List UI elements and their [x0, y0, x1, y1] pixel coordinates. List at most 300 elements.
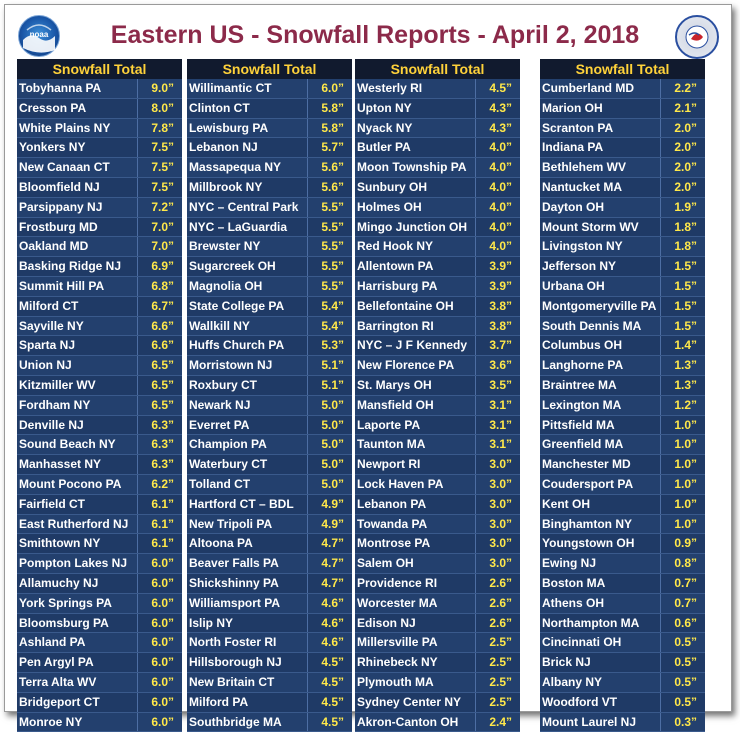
snowfall-value: 3.8”: [472, 297, 512, 316]
location-name: Bethlehem WV: [542, 158, 660, 177]
snowfall-value: 4.0”: [472, 158, 512, 177]
table-row: [355, 534, 520, 554]
location-name: Ashland PA: [19, 633, 137, 652]
location-name: Sound Beach NY: [19, 435, 137, 454]
column-rows: [187, 79, 352, 732]
location-name: Pen Argyl PA: [19, 653, 137, 672]
table-row: [355, 257, 520, 277]
snowfall-value: 6.0”: [134, 713, 174, 732]
location-name: NYC – J F Kennedy: [357, 336, 475, 355]
location-name: Marion OH: [542, 99, 660, 118]
table-row: [187, 297, 352, 317]
location-name: Clinton CT: [189, 99, 307, 118]
snowfall-value: 2.6”: [472, 574, 512, 593]
snowfall-value: 0.6”: [657, 614, 697, 633]
location-name: Westerly RI: [357, 79, 475, 98]
snowfall-value: 4.0”: [472, 237, 512, 256]
snowfall-value: 6.3”: [134, 435, 174, 454]
snowfall-value: 5.0”: [304, 455, 344, 474]
location-name: Allentown PA: [357, 257, 475, 276]
table-row: [17, 653, 182, 673]
snowfall-column-4: [540, 59, 705, 732]
table-row: [17, 119, 182, 139]
location-name: Altoona PA: [189, 534, 307, 553]
location-name: Worcester MA: [357, 594, 475, 613]
table-row: [355, 515, 520, 535]
snowfall-value: 4.5”: [304, 673, 344, 692]
snowfall-value: 3.1”: [472, 396, 512, 415]
snowfall-value: 1.5”: [657, 277, 697, 296]
snowfall-value: 7.8”: [134, 119, 174, 138]
table-row: [187, 693, 352, 713]
table-row: [187, 594, 352, 614]
table-row: [17, 218, 182, 238]
location-name: Smithtown NY: [19, 534, 137, 553]
location-name: Indiana PA: [542, 138, 660, 157]
column-rows: [17, 79, 182, 732]
table-row: [540, 297, 705, 317]
table-row: [355, 475, 520, 495]
location-name: Mount Laurel NJ: [542, 713, 660, 732]
location-name: Sydney Center NY: [357, 693, 475, 712]
location-name: Frostburg MD: [19, 218, 137, 237]
snowfall-value: 4.0”: [472, 218, 512, 237]
table-row: [17, 356, 182, 376]
location-name: Braintree MA: [542, 376, 660, 395]
snowfall-value: 6.0”: [134, 614, 174, 633]
snowfall-value: 6.1”: [134, 495, 174, 514]
table-row: [355, 554, 520, 574]
table-row: [540, 435, 705, 455]
table-row: [355, 693, 520, 713]
location-name: East Rutherford NJ: [19, 515, 137, 534]
table-row: [540, 218, 705, 238]
table-row: [355, 633, 520, 653]
location-name: Fordham NY: [19, 396, 137, 415]
table-row: [187, 495, 352, 515]
table-row: [187, 574, 352, 594]
location-name: Oakland MD: [19, 237, 137, 256]
location-name: Manchester MD: [542, 455, 660, 474]
snowfall-value: 2.5”: [472, 653, 512, 672]
location-name: Providence RI: [357, 574, 475, 593]
table-row: [540, 119, 705, 139]
table-row: [17, 435, 182, 455]
snowfall-value: 6.5”: [134, 376, 174, 395]
table-row: [355, 614, 520, 634]
location-name: Newport RI: [357, 455, 475, 474]
snowfall-value: 7.5”: [134, 178, 174, 197]
location-name: Hartford CT – BDL: [189, 495, 307, 514]
table-row: [187, 713, 352, 732]
table-row: [17, 594, 182, 614]
location-name: Lebanon NJ: [189, 138, 307, 157]
snowfall-value: 4.7”: [304, 534, 344, 553]
location-name: Champion PA: [189, 435, 307, 454]
snowfall-value: 4.5”: [472, 79, 512, 98]
location-name: Magnolia OH: [189, 277, 307, 296]
table-row: [17, 336, 182, 356]
location-name: Laporte PA: [357, 416, 475, 435]
table-row: [17, 495, 182, 515]
location-name: Massapequa NY: [189, 158, 307, 177]
table-row: [187, 138, 352, 158]
table-row: [187, 653, 352, 673]
snowfall-value: 6.1”: [134, 515, 174, 534]
table-row: [187, 534, 352, 554]
location-name: Denville NJ: [19, 416, 137, 435]
table-row: [355, 99, 520, 119]
table-row: [540, 257, 705, 277]
location-name: Kent OH: [542, 495, 660, 514]
snowfall-value: 4.9”: [304, 515, 344, 534]
snowfall-value: 8.0”: [134, 99, 174, 118]
snowfall-value: 5.0”: [304, 396, 344, 415]
table-row: [355, 218, 520, 238]
location-name: Hillsborough NJ: [189, 653, 307, 672]
noaa-logo-icon: [18, 15, 60, 57]
table-row: [17, 376, 182, 396]
location-name: Red Hook NY: [357, 237, 475, 256]
table-row: [355, 653, 520, 673]
location-name: York Springs PA: [19, 594, 137, 613]
location-name: Yonkers NY: [19, 138, 137, 157]
table-row: [17, 455, 182, 475]
column-header: Snowfall Total: [355, 59, 520, 79]
location-name: Cresson PA: [19, 99, 137, 118]
snowfall-value: 1.0”: [657, 455, 697, 474]
location-name: Livingston NY: [542, 237, 660, 256]
snowfall-value: 4.0”: [472, 178, 512, 197]
table-row: [187, 158, 352, 178]
location-name: Towanda PA: [357, 515, 475, 534]
snowfall-value: 5.7”: [304, 138, 344, 157]
table-row: [355, 79, 520, 99]
snowfall-value: 1.8”: [657, 237, 697, 256]
location-name: Binghamton NY: [542, 515, 660, 534]
location-name: Youngstown OH: [542, 534, 660, 553]
location-name: Milford PA: [189, 693, 307, 712]
snowfall-value: 4.3”: [472, 119, 512, 138]
table-row: [17, 178, 182, 198]
location-name: Nyack NY: [357, 119, 475, 138]
snowfall-value: 6.9”: [134, 257, 174, 276]
table-row: [187, 277, 352, 297]
table-row: [17, 416, 182, 436]
snowfall-value: 2.5”: [472, 693, 512, 712]
snowfall-value: 3.1”: [472, 435, 512, 454]
svg-text:noaa: noaa: [30, 30, 49, 39]
snowfall-value: 0.5”: [657, 673, 697, 692]
location-name: Brick NJ: [542, 653, 660, 672]
snowfall-value: 7.2”: [134, 198, 174, 217]
location-name: Tolland CT: [189, 475, 307, 494]
nws-logo-icon: [675, 15, 719, 59]
table-row: [17, 297, 182, 317]
table-row: [187, 554, 352, 574]
location-name: North Foster RI: [189, 633, 307, 652]
snowfall-value: 2.6”: [472, 594, 512, 613]
snowfall-value: 6.7”: [134, 297, 174, 316]
location-name: Montrose PA: [357, 534, 475, 553]
location-name: New Canaan CT: [19, 158, 137, 177]
snowfall-column-3: [355, 59, 520, 732]
snowfall-value: 3.0”: [472, 475, 512, 494]
location-name: Wallkill NY: [189, 317, 307, 336]
snowfall-value: 0.5”: [657, 633, 697, 652]
snowfall-value: 5.1”: [304, 376, 344, 395]
table-row: [540, 376, 705, 396]
location-name: Akron-Canton OH: [357, 713, 475, 732]
location-name: South Dennis MA: [542, 317, 660, 336]
location-name: Williamsport PA: [189, 594, 307, 613]
table-row: [17, 277, 182, 297]
location-name: Summit Hill PA: [19, 277, 137, 296]
table-row: [355, 198, 520, 218]
table-row: [355, 138, 520, 158]
table-row: [540, 515, 705, 535]
snowfall-value: 4.3”: [472, 99, 512, 118]
snowfall-value: 5.4”: [304, 317, 344, 336]
snowfall-value: 5.5”: [304, 277, 344, 296]
snowfall-value: 3.0”: [472, 515, 512, 534]
location-name: Lewisburg PA: [189, 119, 307, 138]
table-row: [187, 416, 352, 436]
table-row: [540, 317, 705, 337]
location-name: Nantucket MA: [542, 178, 660, 197]
table-row: [187, 198, 352, 218]
snowfall-value: 1.0”: [657, 435, 697, 454]
location-name: Northampton MA: [542, 614, 660, 633]
location-name: Boston MA: [542, 574, 660, 593]
snowfall-value: 3.0”: [472, 455, 512, 474]
location-name: Woodford VT: [542, 693, 660, 712]
snowfall-value: 0.7”: [657, 594, 697, 613]
location-name: Butler PA: [357, 138, 475, 157]
table-row: [540, 673, 705, 693]
snowfall-value: 1.0”: [657, 475, 697, 494]
table-row: [187, 218, 352, 238]
snowfall-value: 5.0”: [304, 416, 344, 435]
snowfall-value: 6.0”: [134, 633, 174, 652]
table-row: [355, 119, 520, 139]
snowfall-value: 1.0”: [657, 495, 697, 514]
table-row: [187, 119, 352, 139]
location-name: Terra Alta WV: [19, 673, 137, 692]
table-row: [540, 495, 705, 515]
snowfall-value: 5.6”: [304, 158, 344, 177]
table-row: [187, 79, 352, 99]
snowfall-value: 1.3”: [657, 356, 697, 375]
snowfall-value: 6.0”: [134, 554, 174, 573]
table-row: [355, 277, 520, 297]
location-name: Edison NJ: [357, 614, 475, 633]
table-row: [540, 336, 705, 356]
location-name: Beaver Falls PA: [189, 554, 307, 573]
snowfall-value: 3.6”: [472, 356, 512, 375]
location-name: Tobyhanna PA: [19, 79, 137, 98]
table-row: [17, 693, 182, 713]
location-name: Langhorne PA: [542, 356, 660, 375]
table-row: [17, 99, 182, 119]
table-row: [355, 673, 520, 693]
table-row: [355, 435, 520, 455]
location-name: Sayville NY: [19, 317, 137, 336]
snowfall-value: 1.3”: [657, 376, 697, 395]
table-row: [355, 317, 520, 337]
table-row: [540, 277, 705, 297]
location-name: Bloomsburg PA: [19, 614, 137, 633]
table-row: [540, 554, 705, 574]
table-row: [540, 138, 705, 158]
snowfall-value: 5.5”: [304, 198, 344, 217]
snowfall-value: 2.5”: [472, 633, 512, 652]
snowfall-value: 5.5”: [304, 257, 344, 276]
table-row: [540, 594, 705, 614]
location-name: Barrington RI: [357, 317, 475, 336]
snowfall-value: 5.5”: [304, 237, 344, 256]
table-row: [355, 396, 520, 416]
table-row: [187, 178, 352, 198]
snowfall-value: 6.2”: [134, 475, 174, 494]
table-row: [17, 713, 182, 732]
table-row: [17, 257, 182, 277]
table-row: [355, 336, 520, 356]
location-name: Lexington MA: [542, 396, 660, 415]
location-name: NYC – LaGuardia: [189, 218, 307, 237]
location-name: Montgomeryville PA: [542, 297, 660, 316]
location-name: Brewster NY: [189, 237, 307, 256]
snowfall-value: 1.2”: [657, 396, 697, 415]
snowfall-value: 6.0”: [134, 673, 174, 692]
snowfall-value: 0.3”: [657, 713, 697, 732]
snowfall-value: 1.5”: [657, 297, 697, 316]
location-name: Cincinnati OH: [542, 633, 660, 652]
table-row: [355, 178, 520, 198]
location-name: Mount Pocono PA: [19, 475, 137, 494]
table-row: [187, 336, 352, 356]
snowfall-value: 4.5”: [304, 693, 344, 712]
location-name: Upton NY: [357, 99, 475, 118]
table-row: [540, 713, 705, 732]
snowfall-value: 5.4”: [304, 297, 344, 316]
snowfall-value: 6.0”: [134, 693, 174, 712]
location-name: Coudersport PA: [542, 475, 660, 494]
table-row: [540, 653, 705, 673]
column-header: Snowfall Total: [17, 59, 182, 79]
location-name: Moon Township PA: [357, 158, 475, 177]
snowfall-value: 5.5”: [304, 218, 344, 237]
snowfall-value: 6.5”: [134, 396, 174, 415]
location-name: Dayton OH: [542, 198, 660, 217]
table-row: [355, 594, 520, 614]
table-row: [187, 237, 352, 257]
snowfall-value: 1.9”: [657, 198, 697, 217]
location-name: Mingo Junction OH: [357, 218, 475, 237]
column-header: Snowfall Total: [187, 59, 352, 79]
table-row: [355, 356, 520, 376]
table-row: [187, 99, 352, 119]
snowfall-value: 2.2”: [657, 79, 697, 98]
location-name: Ewing NJ: [542, 554, 660, 573]
snowfall-value: 0.5”: [657, 653, 697, 672]
table-row: [187, 257, 352, 277]
snowfall-value: 2.5”: [472, 673, 512, 692]
table-row: [355, 376, 520, 396]
snowfall-value: 7.5”: [134, 138, 174, 157]
location-name: Mansfield OH: [357, 396, 475, 415]
snowfall-value: 6.5”: [134, 356, 174, 375]
snowfall-value: 6.1”: [134, 534, 174, 553]
location-name: Lock Haven PA: [357, 475, 475, 494]
snowfall-value: 5.8”: [304, 119, 344, 138]
location-name: Columbus OH: [542, 336, 660, 355]
snowfall-value: 3.8”: [472, 317, 512, 336]
table-row: [540, 99, 705, 119]
snowfall-value: 0.8”: [657, 554, 697, 573]
snowfall-value: 2.6”: [472, 614, 512, 633]
location-name: Holmes OH: [357, 198, 475, 217]
location-name: Willimantic CT: [189, 79, 307, 98]
location-name: Cumberland MD: [542, 79, 660, 98]
location-name: Monroe NY: [19, 713, 137, 732]
location-name: White Plains NY: [19, 119, 137, 138]
snowfall-value: 3.0”: [472, 495, 512, 514]
location-name: Newark NJ: [189, 396, 307, 415]
table-row: [187, 633, 352, 653]
location-name: Huffs Church PA: [189, 336, 307, 355]
table-row: [540, 416, 705, 436]
snowfall-value: 4.0”: [472, 198, 512, 217]
table-row: [540, 396, 705, 416]
table-row: [355, 237, 520, 257]
column-rows: [540, 79, 705, 732]
snowfall-value: 4.5”: [304, 653, 344, 672]
location-name: Greenfield MA: [542, 435, 660, 454]
snowfall-value: 3.0”: [472, 554, 512, 573]
location-name: Shickshinny PA: [189, 574, 307, 593]
location-name: Bridgeport CT: [19, 693, 137, 712]
table-row: [540, 178, 705, 198]
column-header: Snowfall Total: [540, 59, 705, 79]
location-name: New Florence PA: [357, 356, 475, 375]
location-name: State College PA: [189, 297, 307, 316]
table-row: [540, 455, 705, 475]
snowfall-value: 4.0”: [472, 138, 512, 157]
table-row: [355, 574, 520, 594]
table-row: [17, 574, 182, 594]
snowfall-value: 0.7”: [657, 574, 697, 593]
table-row: [355, 297, 520, 317]
table-row: [187, 396, 352, 416]
snowfall-value: 5.0”: [304, 435, 344, 454]
snowfall-value: 6.3”: [134, 416, 174, 435]
snowfall-value: 6.0”: [304, 79, 344, 98]
location-name: Manhasset NY: [19, 455, 137, 474]
snowfall-value: 3.0”: [472, 534, 512, 553]
table-row: [187, 475, 352, 495]
location-name: Sparta NJ: [19, 336, 137, 355]
snowfall-value: 1.5”: [657, 317, 697, 336]
snowfall-value: 6.8”: [134, 277, 174, 296]
location-name: St. Marys OH: [357, 376, 475, 395]
table-row: [17, 554, 182, 574]
table-row: [355, 495, 520, 515]
snowfall-value: 4.7”: [304, 574, 344, 593]
location-name: Albany NY: [542, 673, 660, 692]
snowfall-value: 7.0”: [134, 218, 174, 237]
table-row: [540, 79, 705, 99]
